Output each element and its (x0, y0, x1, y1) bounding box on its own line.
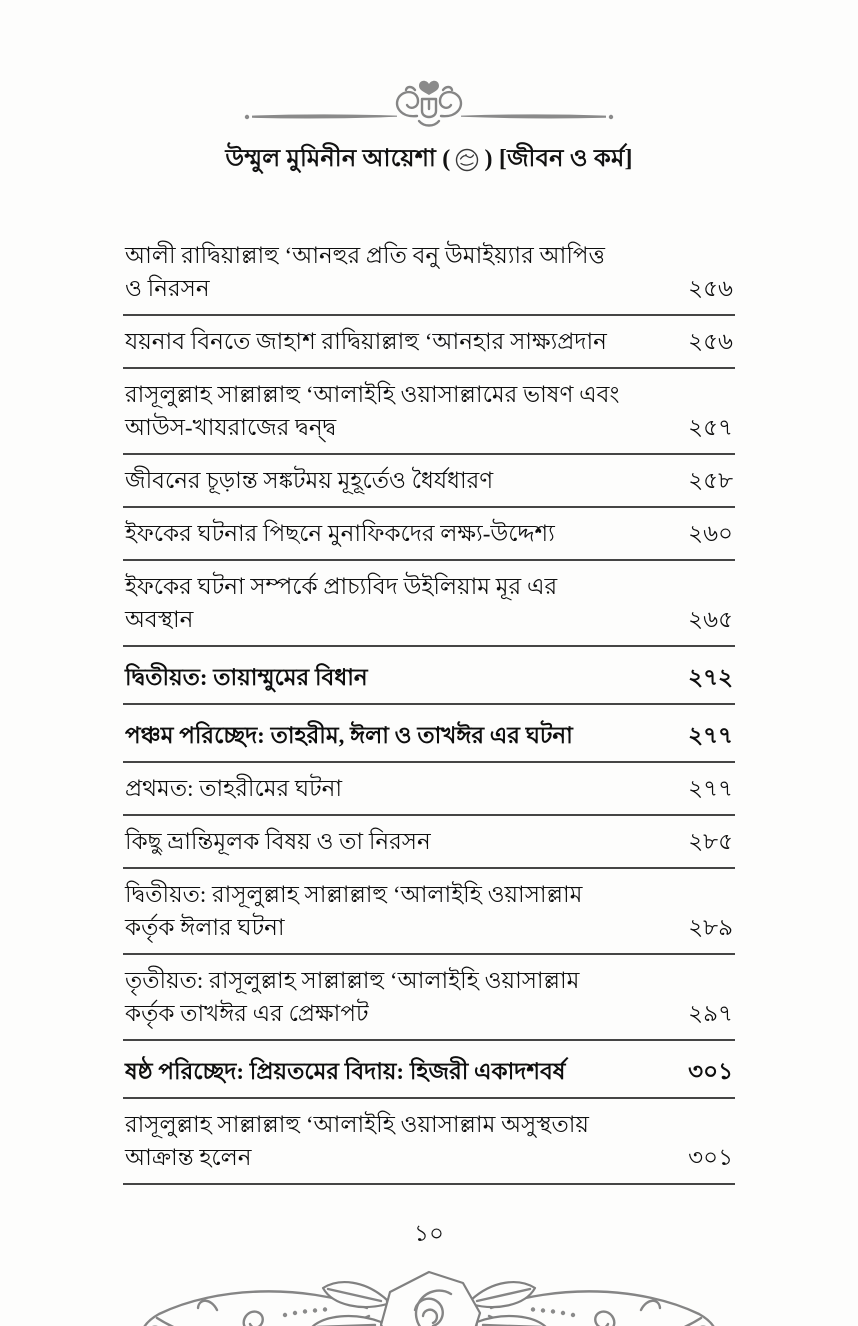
toc-row (123, 1099, 735, 1185)
toc-entry-page: ২৮৯ (688, 915, 733, 940)
page-header (0, 0, 858, 180)
toc-row-section-heading (123, 1041, 735, 1099)
toc-entry-page: ২৭২ (688, 665, 733, 690)
toc-entry-title: দ্বিতীয়ত: রাসূলুল্লাহ সাল্লাল্লাহু ‘আলাইহি ওয়াসাল্লাম কর্তৃক ঈলার ঘটনা (125, 882, 583, 940)
footer-rose-ornament-icon (117, 1258, 741, 1326)
toc-entry-page: ২৬৫ (688, 607, 733, 632)
toc-entry-title: ইফকের ঘটনা সম্পর্কে প্রাচ্যবিদ উইলিয়াম মূর এর অবস্থান (125, 574, 558, 632)
toc-entry-page: ২৮৫ (688, 829, 733, 854)
toc-row (123, 816, 735, 869)
toc-entry-title: প্রথমত: তাহরীমের ঘটনা (125, 776, 343, 801)
toc-row (123, 455, 735, 508)
toc-entry-title: ষষ্ঠ পরিচ্ছেদ: প্রিয়তমের বিদায়: হিজরী একাদশবর্ষ (125, 1059, 566, 1084)
toc-entry-title: আলী রাদ্বিয়াল্লাহু ‘আনহুর প্রতি বনু উমাইয়্যার আপিত্ত ও নিরসন (125, 243, 605, 301)
toc-entry-page: ২৭৭ (688, 776, 733, 801)
toc-entry-title: ইফকের ঘটনার পিছনে মুনাফিকদের লক্ষ্য-উদ্দেশ্য (125, 521, 555, 546)
toc-row-section-heading (123, 647, 735, 705)
toc-entry-title: যয়নাব বিনতে জাহাশ রাদ্বিয়াল্লাহু ‘আনহার সাক্ষ্যপ্রদান (125, 329, 607, 354)
toc-entry-page: ২৫৬ (688, 276, 733, 301)
toc-entry-page: ২৬০ (688, 521, 733, 546)
toc-row (123, 561, 735, 647)
toc-entry-title: দ্বিতীয়ত: তায়াম্মুমের বিধান (125, 665, 368, 690)
toc-row (123, 955, 735, 1041)
page-number: ১০ (414, 1221, 444, 1246)
toc-entry-page: ২৫৬ (688, 329, 733, 354)
table-of-contents (123, 230, 735, 1185)
toc-entry-title: জীবনের চূড়ান্ত সঙ্কটময় মূহূর্তেও ধৈর্যধারণ (125, 468, 494, 493)
radiallahu-anha-seal-icon (454, 147, 480, 173)
toc-entry-title: রাসূলুল্লাহ সাল্লাল্লাহু ‘আলাইহি ওয়াসাল্লামের ভাষণ এবং আউস-খাযরাজের দ্বন্দ্ব (125, 382, 620, 440)
toc-entry-title: কিছু ভ্রান্তিমূলক বিষয় ও তা নিরসন (125, 829, 431, 854)
toc-row (123, 763, 735, 816)
toc-row (123, 869, 735, 955)
rose-blossom (381, 1272, 480, 1326)
toc-row (123, 369, 735, 455)
toc-row (123, 508, 735, 561)
toc-entry-page: ২৫৮ (688, 468, 733, 493)
toc-row (123, 316, 735, 369)
toc-entry-title: তৃতীয়ত: রাসূলুল্লাহ সাল্লাল্লাহু ‘আলাইহি ওয়াসাল্লাম কর্তৃক তাখঈর এর প্রেক্ষাপট (125, 968, 580, 1026)
toc-row-section-heading (123, 705, 735, 763)
toc-entry-page: ২৯৭ (688, 1001, 733, 1026)
toc-row (123, 230, 735, 316)
toc-entry-title: পঞ্চম পরিচ্ছেদ: তাহরীম, ঈলা ও তাখঈর এর ঘটনা (125, 723, 573, 748)
toc-entry-page: ৩০১ (688, 1059, 733, 1084)
toc-entry-page: ৩০১ (688, 1145, 733, 1170)
book-title (0, 140, 858, 180)
toc-entry-title: রাসূলুল্লাহ সাল্লাল্লাহু ‘আলাইহি ওয়াসাল্লাম অসুস্থতায় আক্রান্ত হলেন (125, 1112, 589, 1170)
book-title-prefix: উম্মুল মুমিনীন আয়েশা ( (225, 146, 451, 172)
toc-entry-page: ২৫৭ (688, 415, 733, 440)
header-flourish-ornament-icon (243, 76, 615, 130)
toc-entry-page: ২৭৭ (688, 723, 733, 748)
book-title-suffix: ) [জীবন ও কর্ম] (484, 146, 633, 172)
